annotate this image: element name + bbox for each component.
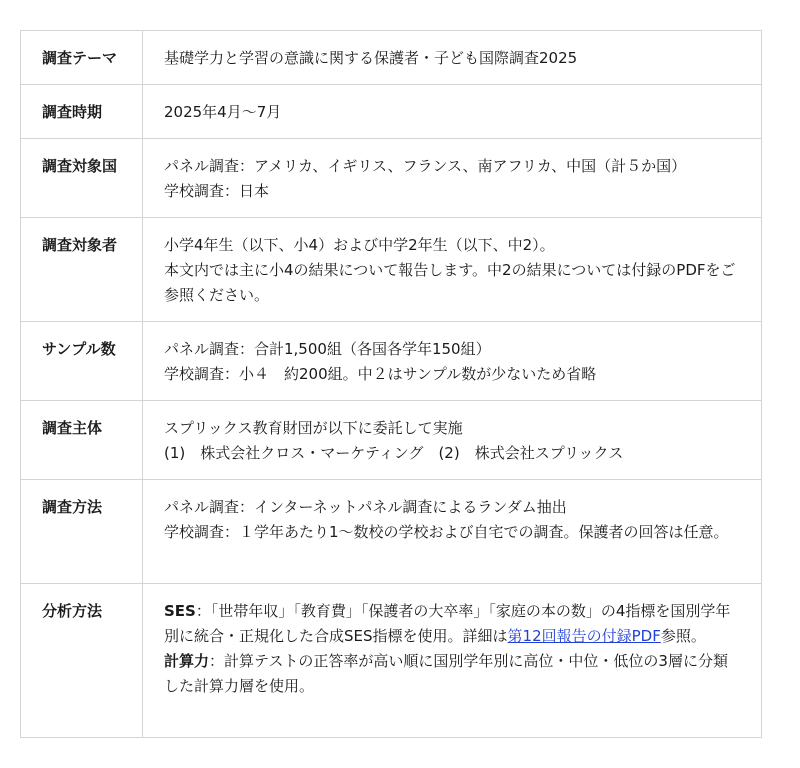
ses-tail-text: 参照。	[660, 627, 706, 645]
sample-panel-text: パネル調査：合計1,500組（各国各学年150組）	[164, 340, 491, 358]
method-school-text: 学校調査：１学年あたり1〜数校の学校および自宅での調査。保護者の回答は任意。	[164, 523, 729, 541]
row-label-countries: 調査対象国	[21, 139, 143, 218]
row-label-period: 調査時期	[21, 85, 143, 139]
table-row	[21, 31, 762, 85]
row-value-analysis	[143, 584, 762, 738]
report-appendix-link[interactable]: 第12回報告の付録PDF	[507, 627, 661, 645]
row-label-sample: サンプル数	[21, 322, 143, 401]
analysis-calc-paragraph	[164, 649, 739, 699]
row-value-sample	[143, 322, 762, 401]
row-value-method	[143, 480, 762, 584]
theme-text: 基礎学力と学習の意識に関する保護者・子ども国際調査2025	[164, 49, 578, 67]
organizer-main-text: スプリックス教育財団が以下に委託して実施	[164, 419, 463, 437]
row-value-period	[143, 85, 762, 139]
row-value-subjects	[143, 218, 762, 322]
row-label-theme: 調査テーマ	[21, 31, 143, 85]
subjects-grades-text: 小学4年生（以下、小4）および中学2年生（以下、中2）。	[164, 236, 555, 254]
analysis-ses-paragraph	[164, 599, 739, 649]
row-label-analysis: 分析方法	[21, 584, 143, 738]
countries-school-text: 学校調査：日本	[164, 182, 270, 200]
ses-term: SES	[164, 602, 196, 620]
survey-overview-table	[20, 30, 762, 738]
table-row	[21, 584, 762, 738]
table-row	[21, 139, 762, 218]
sample-school-text: 学校調査：小４ 約200組。中２はサンプル数が少ないため省略	[164, 365, 597, 383]
countries-panel-text: パネル調査：アメリカ、イギリス、フランス、南アフリカ、中国（計５か国）	[164, 157, 687, 175]
row-label-organizer: 調査主体	[21, 401, 143, 480]
organizer-contractors-text: (1) 株式会社クロス・マーケティング (2) 株式会社スプリックス	[164, 444, 624, 462]
calc-term: 計算力	[164, 652, 210, 670]
method-panel-text: パネル調査：インターネットパネル調査によるランダム抽出	[164, 498, 567, 516]
table-row	[21, 480, 762, 584]
table-row	[21, 322, 762, 401]
ses-description: ：「世帯年収」「教育費」「保護者の大卒率」「家庭の本の数」の4指標を国別学年別に統合・正規化した合成SES指標を使用。詳細は	[164, 602, 731, 645]
table-row	[21, 401, 762, 480]
row-label-method: 調査方法	[21, 480, 143, 584]
row-value-organizer	[143, 401, 762, 480]
calc-description: ：計算テストの正答率が高い順に国別学年別に高位・中位・低位の3層に分類した計算力層を使用。	[164, 652, 728, 695]
row-value-countries	[143, 139, 762, 218]
subjects-note-text: 本文内では主に小4の結果について報告します。中2の結果については付録のPDFをご参照ください。	[164, 261, 736, 304]
table-row	[21, 85, 762, 139]
table-row	[21, 218, 762, 322]
row-label-subjects: 調査対象者	[21, 218, 143, 322]
row-value-theme	[143, 31, 762, 85]
period-text: 2025年4月〜7月	[164, 103, 282, 121]
